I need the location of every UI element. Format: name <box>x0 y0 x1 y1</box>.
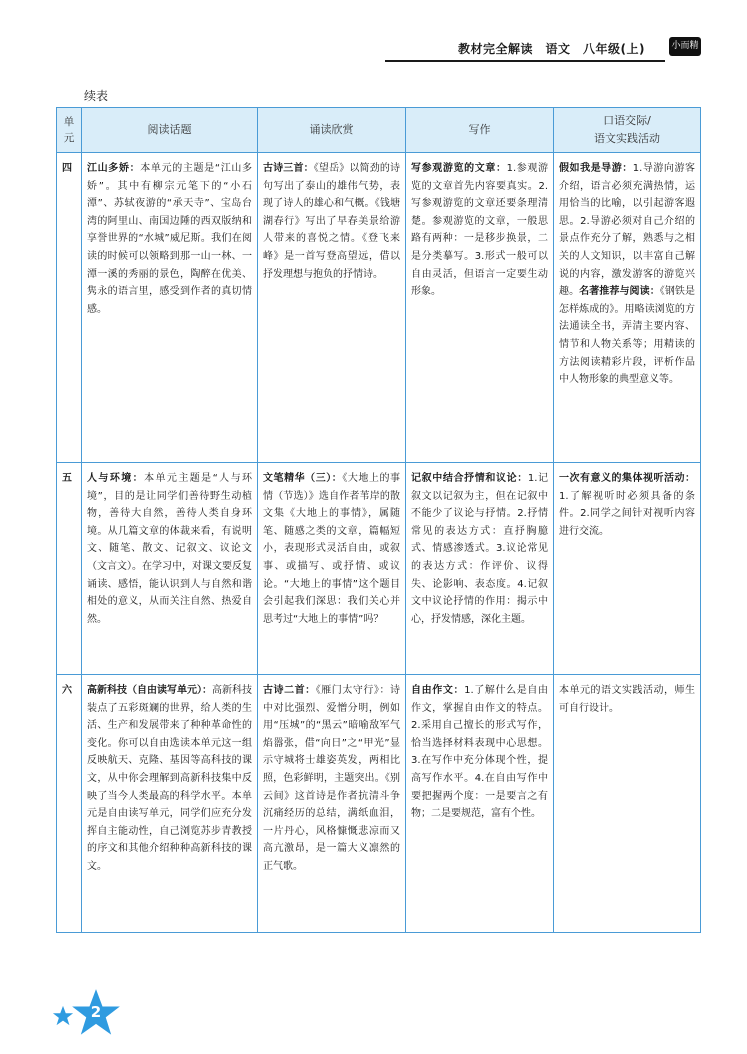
page-header <box>0 34 747 64</box>
reading-cell <box>82 153 258 463</box>
writing-body: 1.参观游览的文章首先内容要真实。2.写参观游览的文章还要条理清楚。参观游览的文章，一般思路有两种：一是移步换景，二是分类摹写。3.形式一般可以自由灵活，但语言一定要生动形象。 <box>411 163 548 298</box>
table-row <box>57 153 701 463</box>
oral-cell <box>554 153 701 463</box>
header-recite: 诵读欣赏 <box>258 108 406 153</box>
recite-body: 《望岳》以简劲的诗句写出了泰山的雄伟气势，表现了诗人的雄心和气概。《钱塘湖春行》写出了早春美景给游人带来的喜悦之情。《登飞来峰》是一首写登高望远，借以抒发理想与抱负的抒情诗。 <box>263 163 401 280</box>
reading-cell <box>82 675 258 933</box>
publisher-logo: 小而精 <box>669 37 701 56</box>
recite-cell <box>258 675 406 933</box>
unit-number: 六 <box>57 675 82 933</box>
oral-body: 1.了解视听时必须具备的条件。2.同学之间针对视听内容进行交流。 <box>559 490 695 537</box>
oral-body-2: 《钢铁是怎样炼成的》。用略读浏览的方法通读全书，弄清主要内容、情节和人物关系等；用精读的方法阅读精彩片段，评析作品中人物形象的典型意义等。 <box>559 286 696 386</box>
oral-title: 假如我是导游： <box>559 163 633 174</box>
recite-cell <box>258 463 406 675</box>
recite-body: 《大地上的事情（节选）》选自作者苇岸的散文集《大地上的事情》，属随笔、随感之类的文章，篇幅短小，表现形式灵活自由，或叙事、或描写、或抒情、或议论。“大地上的事情”这个题目会引起我们深思：我们关心并思考过“大地上的事情”吗？ <box>263 473 401 625</box>
writing-cell <box>406 153 554 463</box>
oral-cell <box>554 463 701 675</box>
table-header-row <box>57 108 701 153</box>
reading-topic-title: 江山多娇： <box>87 163 141 174</box>
reading-topic-body: 高新科技装点了五彩斑斓的世界，给人类的生活、生产和发展带来了种种革命性的变化。你可以自由选读本单元这一组反映航天、克隆、基因等高科技的课文，从中你会理解到高新科技集中反映了当今人类最高的科学水平。本单元是自由读写单元，同学们应充分发挥自主能动性，自己浏览苏步青教授的序文和其他介绍种种高新科技的课文。 <box>87 685 252 872</box>
reading-topic-title: 人与环境： <box>87 473 145 484</box>
header-reading: 阅读话题 <box>82 108 258 153</box>
oral-title: 一次有意义的集体视听活动： <box>559 473 695 484</box>
continued-label: 续表 <box>84 89 109 103</box>
writing-cell <box>406 463 554 675</box>
oral-title-2: 名著推荐与阅读： <box>579 286 660 298</box>
curriculum-table <box>56 107 701 933</box>
recite-title: 文笔精华（三）： <box>263 473 343 484</box>
oral-body: 本单元的语文实践活动，师生可自行设计。 <box>559 685 695 714</box>
recite-title: 古诗三首： <box>263 163 314 174</box>
header-writing: 写作 <box>406 108 554 153</box>
reading-topic-body: 本单元主题是“人与环境”，目的是让同学们善待野生动植物，善待大自然，善待人类自身环境。从几篇文章的体裁来看，有说明文、随笔、散文、记叙文、议论文（文言文）。在学习中，对课文要反复诵读、感悟，能认识到人与自然和谐相处的意义，从而关注自然、热爱自然。 <box>87 473 252 625</box>
oral-body: 1.导游向游客介绍，语言必须充满热情，运用恰当的比喻，以引起游客遐思。2.导游必须对自己介绍的景点作充分了解，熟悉与之相关的人文知识，以丰富自己解说的内容，激发游客的游览兴趣。 <box>559 163 695 298</box>
oral-cell <box>554 675 701 933</box>
recite-cell <box>258 153 406 463</box>
reading-topic-body: 本单元的主题是“江山多娇”。其中有柳宗元笔下的“小石潭”、苏轼夜游的“承天寺”、宝岛台湾的阿里山、南国边陲的西双版纳和享誉世界的“水城”威尼斯。我们在阅读的时候可以领略到那一山一林、一潭一溪的秀丽的景色，陶醉在优美、隽永的语言里，感受到作者的真切情感。 <box>87 163 253 315</box>
unit-number: 四 <box>57 153 82 463</box>
reading-topic-title: 高新科技（自由读写单元）： <box>87 685 212 696</box>
writing-cell <box>406 675 554 933</box>
table-row <box>57 463 701 675</box>
unit-number: 五 <box>57 463 82 675</box>
writing-title: 写参观游览的文章： <box>411 163 507 174</box>
header-title: 教材完全解读 语文 八年级(上) <box>458 42 645 56</box>
writing-body: 1.记叙文以记叙为主，但在记叙中不能少了议论与抒情。2.抒情常见的表达方式：直抒胸臆式、情感渗透式。3.议论常见的表达方式：作评价、议得失、论影响、表态度。4.记叙文中议论抒情的作用：揭示中心，抒发情感，深化主题。 <box>411 473 549 625</box>
header-rule <box>385 60 665 62</box>
recite-body: 《雁门太守行》：诗中对比强烈、爱憎分明，例如用“压城”的“黑云”暗喻敌军气焰嚣张，借“向日”之“甲光”显示守城将士雄姿英发，两相比照，色彩鲜明，主题突出。《别云间》这首诗是作者抗清斗争沉痛经历的总结，满纸血泪，一片丹心，风格慷慨悲凉而又高亢激昂，是一篇大义凛然的正气歌。 <box>263 685 401 872</box>
table-row <box>57 675 701 933</box>
page-number: 2 <box>90 1003 102 1021</box>
recite-title: 古诗二首： <box>263 685 316 696</box>
reading-cell <box>82 463 258 675</box>
writing-body: 1.了解什么是自由作文，掌握自由作文的特点。2.采用自己擅长的形式写作，恰当选择材料表现中心思想。3.在写作中充分体现个性，提高写作水平。4.在自由写作中要把握两个度：一是要言之有物；二是要规范，富有个性。 <box>411 685 548 820</box>
header-unit: 单元 <box>57 108 82 153</box>
header-oral: 口语交际/ 语文实践活动 <box>554 108 701 153</box>
writing-title: 自由作文： <box>411 685 465 696</box>
writing-title: 记叙中结合抒情和议论： <box>411 473 528 484</box>
